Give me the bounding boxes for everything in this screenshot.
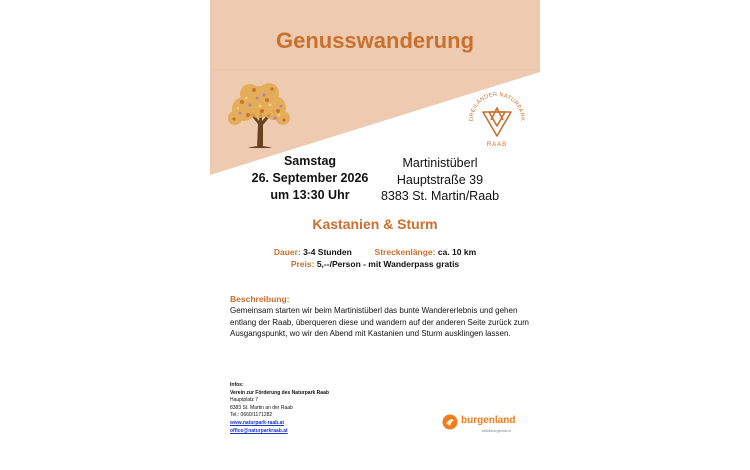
price-value: 5,--/Person - mit Wanderpass gratis: [316, 259, 460, 269]
svg-text:RAAB: RAAB: [486, 142, 508, 148]
duration-label: Dauer:: [273, 247, 301, 257]
website-link[interactable]: www.naturpark-raab.at: [230, 419, 284, 426]
svg-text:DREILÄNDER NATURPARK: DREILÄNDER NATURPARK: [468, 91, 526, 122]
distance-label: Streckenlänge:: [374, 247, 436, 257]
duration-value: 3-4 Stunden: [303, 247, 352, 257]
info-city: 8383 St. Martin an der Raab: [230, 404, 293, 411]
event-location: [375, 155, 505, 205]
burgenland-name: burgenland: [461, 415, 516, 426]
page-title: Genusswanderung: [275, 28, 475, 53]
burgenland-sun-icon: [442, 414, 458, 430]
info-phone: Tel.: 0660/1171282: [230, 412, 273, 419]
autumn-tree-icon: [220, 78, 298, 150]
venue-name: Martinistüberl: [402, 156, 478, 170]
burgenland-tagline: stadtburgenland: [482, 428, 511, 433]
description-heading: Beschreibung:: [230, 294, 290, 304]
contact-info: [230, 382, 420, 435]
distance-value: ca. 10 km: [437, 247, 477, 257]
email-link[interactable]: office@naturparkraab.at: [230, 427, 288, 434]
event-date-line: 26. September 2026: [251, 171, 369, 185]
flyer-page: [210, 0, 540, 470]
event-facts: [210, 246, 540, 270]
venue-street: Hauptstraße 39: [396, 172, 484, 187]
event-day: Samstag: [283, 154, 337, 168]
event-subtitle: Kastanien & Sturm: [312, 216, 438, 232]
description-text: Gemeinsam starten wir beim Martinistüberl das bunte Wandererlebnis und gehen entlang der Raab, überqueren diese und wandern auf der anderen Seite zurück zum Ausgangspunkt, wo wir den Abend mit Kastanien und Sturm ausklingen lassen.: [230, 306, 529, 338]
event-time: um 13:30 Uhr: [270, 188, 350, 202]
naturpark-raab-logo-icon: [465, 88, 529, 150]
venue-city: 8383 St. Martin/Raab: [380, 189, 500, 203]
facts-line-2: [210, 258, 540, 270]
burgenland-logo: [442, 413, 534, 435]
info-street: Hauptplatz 7: [230, 397, 259, 404]
facts-line-1: [210, 246, 540, 258]
info-org: Verein zur Förderung des Naturpark Raab: [230, 389, 329, 396]
price-label: Preis:: [290, 259, 315, 269]
event-date: [240, 153, 380, 204]
info-heading: Infos:: [230, 382, 244, 388]
